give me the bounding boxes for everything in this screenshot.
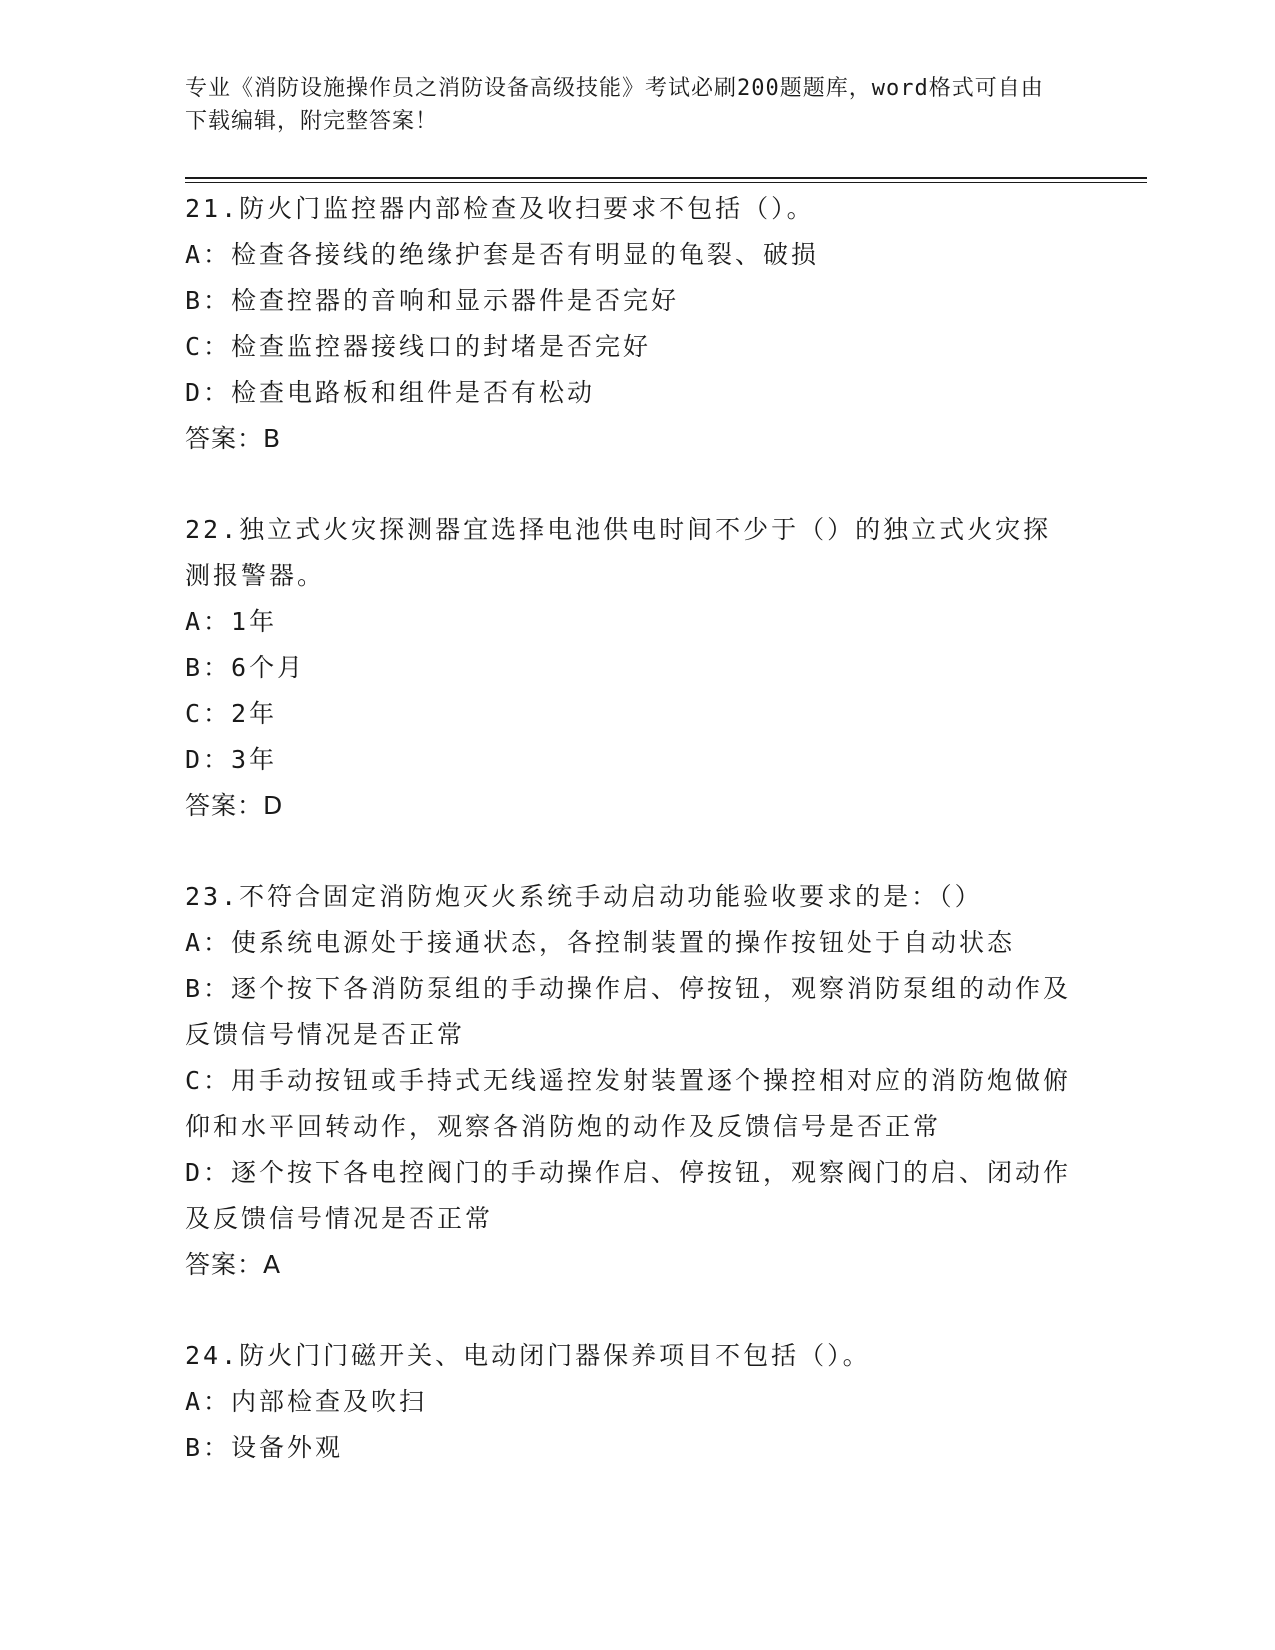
- question-stem: 22.独立式火灾探测器宜选择电池供电时间不少于（）的独立式火灾探测报警器。: [185, 515, 1052, 590]
- question-stem: 23.不符合固定消防炮灭火系统手动启动功能验收要求的是：（）: [185, 882, 983, 911]
- question-24: [185, 1333, 1075, 1471]
- option-d: D：逐个按下各电控阀门的手动操作启、停按钮，观察阀门的启、闭动作及反馈信号情况是否正常: [185, 1158, 1072, 1233]
- option-b: B：逐个按下各消防泵组的手动操作启、停按钮，观察消防泵组的动作及反馈信号情况是否正常: [185, 974, 1072, 1049]
- option-c: C：2年: [185, 699, 278, 728]
- answer-line: 答案：D: [185, 791, 284, 820]
- option-b: B：检查控器的音响和显示器件是否完好: [185, 286, 680, 315]
- option-a: A：1年: [185, 607, 278, 636]
- question-23: [185, 874, 1075, 1288]
- option-b: B：6个月: [185, 653, 306, 682]
- answer-line: 答案：B: [185, 424, 282, 453]
- option-c: C：用手动按钮或手持式无线遥控发射装置逐个操控相对应的消防炮做俯仰和水平回转动作，观察各消防炮的动作及反馈信号是否正常: [185, 1066, 1072, 1141]
- question-21: [185, 186, 1075, 462]
- question-22: [185, 507, 1075, 829]
- option-d: D：检查电路板和组件是否有松动: [185, 378, 596, 407]
- option-d: D：3年: [185, 745, 278, 774]
- option-b: B：设备外观: [185, 1433, 344, 1462]
- question-stem: 21.防火门监控器内部检查及收扫要求不包括（）。: [185, 194, 815, 223]
- question-stem: 24.防火门门磁开关、电动闭门器保养项目不包括（）。: [185, 1341, 871, 1370]
- option-a: A：使系统电源处于接通状态，各控制装置的操作按钮处于自动状态: [185, 928, 1016, 957]
- document-header: 专业《消防设施操作员之消防设备高级技能》考试必刷200题题库，word格式可自由下载编辑，附完整答案！: [185, 76, 1044, 134]
- option-a: A：内部检查及吹扫: [185, 1387, 428, 1416]
- question-list: [185, 186, 1075, 1516]
- answer-line: 答案：A: [185, 1250, 282, 1279]
- option-c: C：检查监控器接线口的封堵是否完好: [185, 332, 652, 361]
- option-a: A：检查各接线的绝缘护套是否有明显的龟裂、破损: [185, 240, 820, 269]
- header-divider: [185, 177, 1147, 183]
